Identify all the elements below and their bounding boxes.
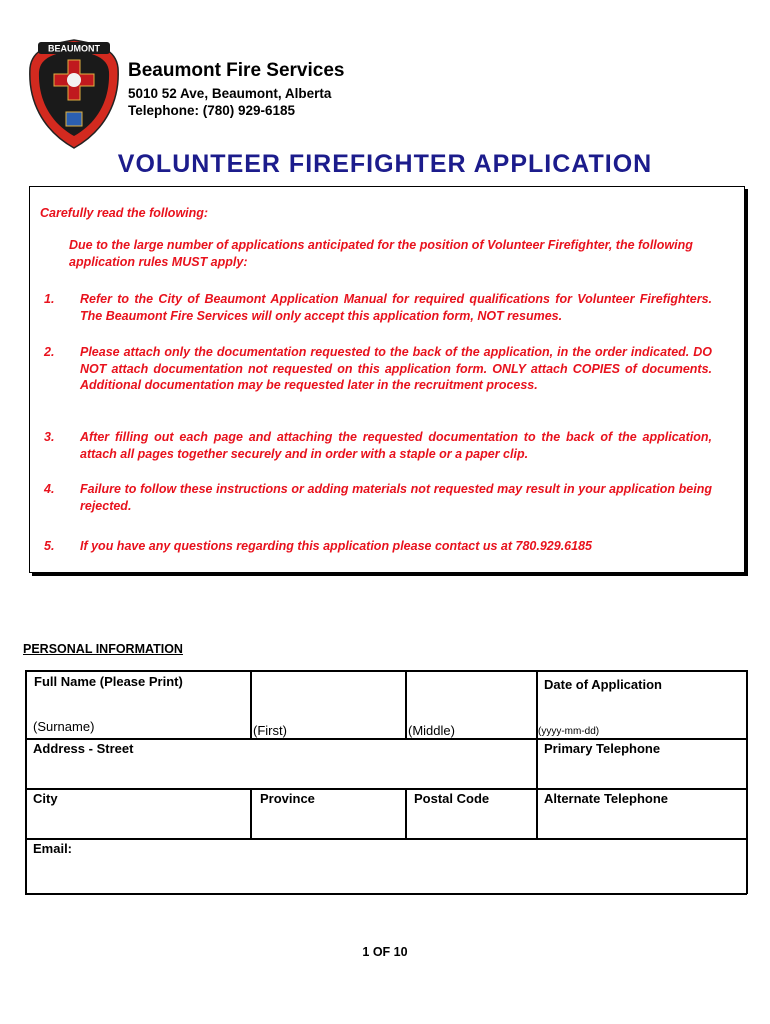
- personal-information-heading: PERSONAL INFORMATION: [23, 642, 183, 656]
- rule-text: Refer to the City of Beaumont Application Manual for required qualifications for Volunteer Firefighters. The Beaumont Fire Services will only accept this application form, NOT resumes.: [80, 292, 712, 323]
- instructions-box: [29, 186, 745, 573]
- first-name-label: (First): [253, 723, 287, 738]
- city-field[interactable]: [27, 790, 249, 837]
- alternate-telephone-label: Alternate Telephone: [544, 791, 669, 806]
- instructions-heading: Carefully read the following:: [40, 206, 209, 220]
- org-address: 5010 52 Ave, Beaumont, Alberta: [128, 86, 332, 101]
- primary-telephone-label: Primary Telephone: [544, 741, 661, 756]
- middle-name-label: (Middle): [408, 723, 455, 738]
- beaumont-fire-logo: [26, 38, 122, 150]
- instructions-intro: Due to the large number of applications anticipated for the position of Volunteer Firefighter, the following application rules MUST apply:: [69, 238, 693, 269]
- rule-text: Please attach only the documentation requested to the back of the application, in the order indicated. DO NOT attach documentation not requested on this application form. ONLY attach COPIES of documents. Additional documentation may be requested later in the recruitment process.: [80, 345, 712, 392]
- email-label: Email:: [33, 841, 73, 856]
- rule-text: Failure to follow these instructions or adding materials not requested may result in your application being rejected.: [80, 482, 712, 513]
- address-label: Address - Street: [33, 741, 134, 756]
- full-name-label: Full Name (Please Print): [34, 674, 183, 689]
- date-of-application-label: Date of Application: [544, 677, 662, 692]
- rule-text: After filling out each page and attaching the requested documentation to the back of the application, attach all pages together securely and in order with a staple or a paper clip.: [80, 430, 712, 461]
- grid-line: [746, 670, 748, 894]
- surname-label: (Surname): [33, 719, 95, 734]
- org-telephone: Telephone: (780) 929-6185: [128, 103, 296, 118]
- rule-number: 4.: [44, 482, 55, 496]
- personal-information-form: [25, 670, 747, 895]
- page-number: 1 OF 10: [362, 945, 408, 959]
- postal-code-label: Postal Code: [414, 791, 490, 806]
- rule-number: 1.: [44, 292, 55, 306]
- date-format-hint: (yyyy-mm-dd): [538, 726, 600, 737]
- city-label: City: [33, 791, 58, 806]
- rule-text: If you have any questions regarding this application please contact us at 780.929.6185: [80, 539, 592, 553]
- rule-number: 3.: [44, 430, 55, 444]
- rule-number: 2.: [44, 345, 55, 359]
- rule-number: 5.: [44, 539, 55, 553]
- document-title: VOLUNTEER FIREFIGHTER APPLICATION: [117, 150, 653, 178]
- grid-line: [25, 893, 747, 895]
- org-name: Beaumont Fire Services: [128, 60, 345, 81]
- logo-text: BEAUMONT: [48, 43, 100, 54]
- email-field[interactable]: [27, 840, 745, 892]
- province-label: Province: [260, 791, 315, 806]
